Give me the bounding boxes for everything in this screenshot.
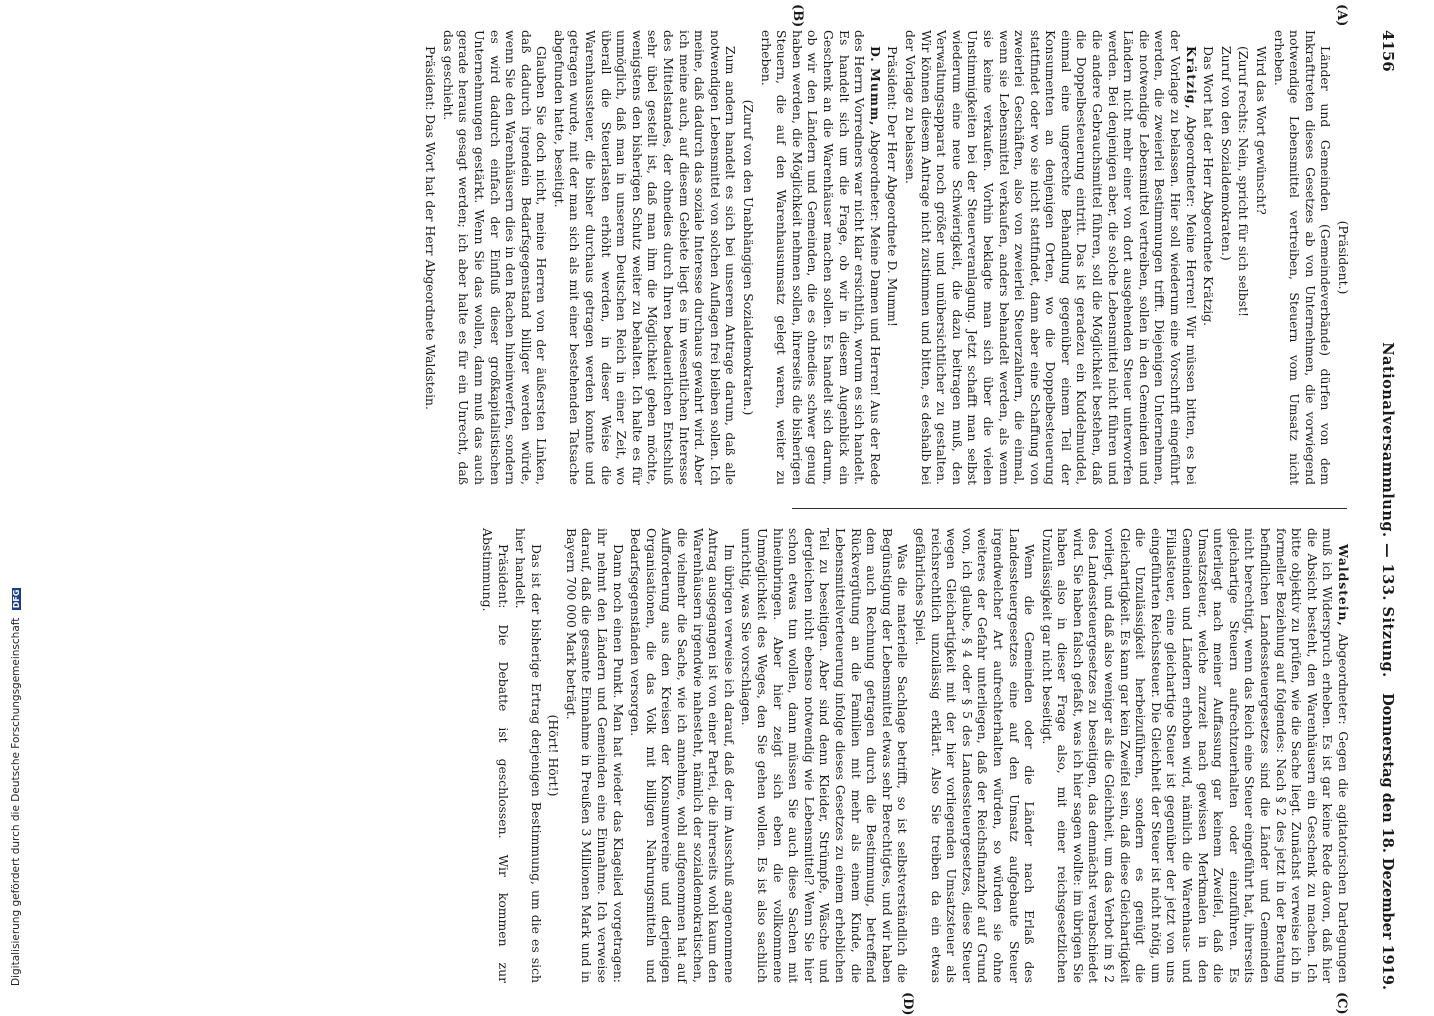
interjection: (Hört! Hört!): [546, 714, 562, 797]
dfg-logo-icon: DFG: [12, 589, 21, 609]
paragraph: Das ist der bisherige Ertrag derjenigen Bestimmung, um die es sich hier handelt.: [513, 528, 544, 983]
speech-text: Abgeordneter: Gegen die agitatorischen Darlegungen muß ich Widerspruch erheben. Es ist gar keine Rede davon, daß hier die Absicht besteht, den Warenhäusern ein Geschenk zu machen. Ich bitte objektiv zu prüfen, wie die Sache liegt. Zunächst verweise ich in formeller Beziehung auf folgendes: Nach § 2 des jetzt in der Beratung befindlichen Landessteuergesetzes sind die Länder und Gemeinden nicht berechtigt, wenn das Reich eine Steuer eingeführt hat, ihrerseits gleichartige Steuern aufrechtzuerhalten oder einzuführen. Es unterliegt nach meiner Auffassung gar keinem Zweifel, daß die Umsatzsteuer, welche zurzeit nach gewissen Merkmalen in den Gemeinden und Ländern erhoben wird, nämlich die Warenhaus- und Filialsteuer, eine gleichartige Steuer ist gegenüber der jetzt von uns eingeführten Reichssteuer. Die Gleichheit der Steuer ist nicht nötig, um die Unzulässigkeit herbeizuführen, sondern es genügt die Gleichartigkeit. Es kann gar kein Zweifel sein, daß diese Gleichartigkeit vorliegt, und daß also weniger als die Gleichheit, um das Verbot im § 2 des Landessteuergesetzes zu beseitigen, das demnächst verabschiedet wird. Sie haben falsch gefaßt, was ich hier sagen wollte: im übrigen Sie haben also in dieser Frage also, mit einer reichsgesetzlichen Unzulässigkeit gar nicht beseitigt.: [1039, 528, 1351, 983]
margin-marker-c: (C): [1334, 992, 1349, 1015]
right-column: [477, 528, 1351, 983]
paragraph: Glauben Sie doch nicht, meine Herren von der äußersten Linken, daß dadurch irgendein Bedarfsgegenstand billiger werden würde, wenn Sie den Warenhäusern dies in den Rachen hineinwerfen, sondern es wird dadurch einfach der Einfluß dieser großkapitalistischen Unternehmungen gestärkt. Wenn Sie das wollen, dann muß das auch gerade heraus gesagt werden; ich aber halte es für ein Unrecht, daß das geschieht.: [440, 30, 550, 485]
speaker-name: Waldstein,: [1336, 544, 1351, 627]
paragraph: Zuruf von den Sozialdemokraten.): [1218, 46, 1234, 261]
column-divider: [792, 508, 1347, 509]
page-number: 4156: [1379, 30, 1397, 72]
speech-paragraph: [1039, 528, 1351, 983]
session-date: Donnerstag den 18. Dezember 1919.: [1379, 693, 1396, 990]
paragraph: Länder und Gemeinden (Gemeindeverbände) dürfen von dem Inkrafttreten dieses Gesetzes ab von Unternehmen, die vorwiegend notwendige Lebensmittel vertreiben, Steuern vom Umsatz nicht erheben.: [1271, 30, 1334, 485]
speaker-note: (Präsident.): [1336, 220, 1351, 295]
paragraph: Dann noch einen Punkt. Man hat wieder das Klagelied vorgetragen: ihr nehmt den Ländern und Gemeinden eine Einnahme. Ich verweise darauf, daß die gesamte Einnahme in Preußen 3 Millionen Mark und in Bayern 700 000 Mark beträgt.: [563, 528, 626, 983]
speech-text: Abgeordneter: Meine Herren! Wir müssen bitten, es bei der Vorlage zu belassen. Hier soll wiederum eine Vorschrift eingeführt werden, die zweierlei Bestimmungen trifft. Diejenigen Unternehmen, die notwendige Lebensmittel vertreiben, sollen in den Gemeinden und Ländern nicht mehr einer von dort ausgehenden Steuer unterworfen werden. Bei denjenigen aber, die solche Lebensmittel nicht führen und die andere Gebrauchsmittel führen, soll die Möglichkeit bestehen, daß die Doppelbesteuerung eintritt. Das ist geradezu ein Kuddelmuddel, einmal eine ungerechte Behandlung gegenüber einem Teil der Konsumenten an denjenigen Orten, wo die Doppelbesteuerung stattfindet oder wo sie nicht stattfindet, dann aber eine Schaffung von zweierlei Geschäften, also von zweierlei Steuerzahlern, die einmal, wenn sie Lebensmittel verkaufen, anders behandelt werden, als wenn sie keine verkaufen. Vorhin beklagte man sich über die vielen Unstimmigkeiten bei der Steuerveranlagung. Jetzt schafft man selbst wiederum eine neue Schwierigkeit, die dazu beitragen muß, den Verwaltungsapparat noch größer und unübersichtlicher zu gestalten. Wir können diesem Antrage nicht zustimmen und bitten, es deshalb bei der Vorlage zu belassen.: [902, 30, 1199, 485]
page-header: [1363, 30, 1395, 990]
running-title: Nationalversammlung. — 133. Sitzung.: [1379, 342, 1396, 678]
speaker-name: D. Mumm,: [867, 46, 883, 127]
speaker-name: Krätzig,: [1183, 46, 1199, 110]
funding-note: Digitalisierung gefördert durch die Deutsche Forschungsgemeinschaft: [10, 617, 22, 986]
paragraph: Präsident: Die Debatte ist geschlossen. Wir kommen zur Abstimmung.: [479, 528, 511, 983]
document-page: [65, 4, 1405, 1016]
digitization-footer: [8, 386, 24, 986]
paragraph: (Zuruf rechts: Nein, spricht für sich selbst!: [1236, 46, 1252, 317]
speech-paragraph: [902, 30, 1198, 485]
paragraph: Im übrigen verweise ich darauf, daß der im Ausschuß angenommene Antrag ausgegangen ist von einer Partei, die ihrerseits wohl kaum den Warenhäusern irgendwie nahesteht, nämlich der sozialdemokratischen, die vielmehr die Sache, wie ich annehme, wohl aufgenommen hat auf Aufforderung aus den Kreisen der Konsumvereine und derjenigen Organisationen, die das Volk mit billigen Nahrungsmitteln und Bedarfsgegenständen versorgen.: [628, 528, 737, 983]
paragraph: Was die materielle Sachlage betrifft, so ist selbstverständlich die Begünstigung der Lebensmittel etwas sehr Berechtigtes, und wir haben dem auch Rechnung getragen durch die Bestimmung, betreffend Rückvergütung an die Familien mit mehr als einem Kinde, die Lebensmittelverteuerung infolge dieses Gesetzes zu einem erheblichen Teil zu beseitigen. Aber sind denn Kleider, Strümpfe, Wäsche und dergleichen nicht ebenso notwendig wie Lebensmittel? Wenn Sie hier schon etwas tun wollen, dann müssen Sie auch diese Sachen mit hineinbringen. Aber hier zeigt sich eben die vollkommene Unmöglichkeit des Weges, den Sie gehen wollen. Es ist also sachlich unrichtig, was Sie vorschlagen.: [739, 528, 911, 983]
speech-text: Abgeordneter: Meine Damen und Herren! Aus der Rede des Herrn Vorredners war nicht klar ersichtlich, worum es sich handelt. Es handelt sich um die Frage, ob wir in diesem Augenblick ein Geschenk an die Warenhäuser machen sollen. Es handelt sich darum, ob wir den Ländern und Gemeinden, die es ohnedies schwer genug haben werden, die Möglichkeit nehmen sollen, ihrerseits die bisherigen Steuern, die auf den Warenhausumsatz gelegt waren, weiter zu erheben.: [758, 30, 883, 485]
margin-marker-a: (A): [1334, 4, 1349, 27]
interjection: (Zuruf von den Unabhängigen Sozialdemokraten.): [741, 99, 757, 416]
paragraph: Wird das Wort gewünscht?: [1254, 46, 1270, 215]
paragraph: Das Wort hat der Herr Abgeordnete Krätzig.: [1201, 46, 1217, 327]
paragraph: Präsident: Der Herr Abgeordnete D. Mumm!: [885, 46, 901, 327]
paragraph: Zum andern handelt es sich bei unserem Antrage darum, daß alle notwendigen Lebensmittel von solchen Auflagen frei bleiben sollen. Ich meine, daß dadurch das soziale Interesse durchaus gewahrt wird. Aber ich meine auch, auf diesem Gebiete liegt es im wesentlichen Interesse des Mittelstandes, der ohnedies durch Ihren bedauerlichen Entschluß sehr übel gestellt ist, daß man ihm die Möglichkeit geben möchte, wenigstens den bisherigen Schutz weiter zu behalten. Ich halte es für unmöglich, daß man in unserem Deutschen Reich in einer Zeit, wo überall die Steuerlasten erhöht werden, in dieser Weise die Warenhaussteuer, die bisher durchaus getragen werden konnte und getragen wurde, mit der man sich als mit einer bestehenden Tatsache abgefunden hatte, beseitigt.: [551, 30, 739, 485]
left-column: [421, 30, 1351, 485]
paragraph: Präsident: Das Wort hat der Herr Abgeordnete Waldstein.: [423, 46, 439, 410]
speech-paragraph: [758, 30, 883, 485]
paragraph: Wenn die Gemeinden oder die Länder nach Erlaß des Landessteuergesetzes eine auf den Umsatz aufgebaute Steuer irgendwelcher Art aufrechterhalten würden, so würden sie ohne weiteres der Gefahr unterliegen, daß der Reichsfinanzhof auf Grund von, ich glaube, § 4 oder § 5 des Landessteuergesetzes, diese Steuer wegen Gleichartigkeit mit der hier vorliegenden Umsatzsteuer als reichsrechtlich unzulässig erklärt. Also Sie treiben da ein etwas gefährliches Spiel.: [912, 528, 1038, 983]
margin-marker-d: (D): [900, 992, 915, 1016]
footer-text-wrapper: [10, 588, 22, 986]
margin-marker-b: (B): [790, 4, 805, 28]
